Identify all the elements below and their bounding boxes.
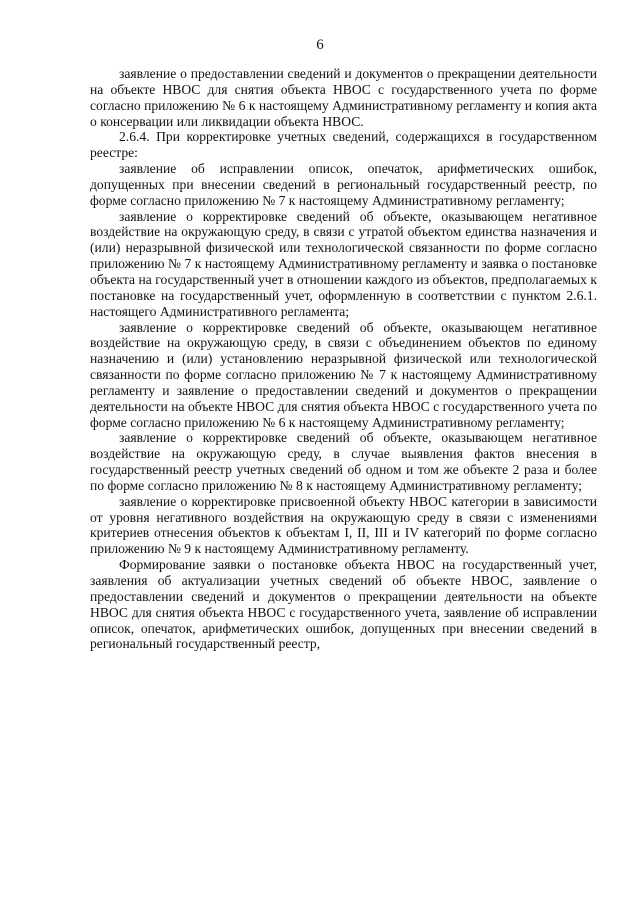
paragraph-typo-correction: заявление об исправлении описок, опечаток, арифметических ошибок, допущенных при внесении сведений в региональный государственный реестр, по форме согласно приложению № 7 к настоящему Административному регламенту; xyxy=(90,161,597,208)
document-body xyxy=(90,66,597,652)
paragraph-duplicate-entries: заявление о корректировке сведений об объекте, оказывающем негативное воздействие на окружающую среду, в случае выявления фактов внесения в государственный реестр учетных сведений об одном и том же объекте 2 раза и более по форме согласно приложению № 8 к настоящему Административному регламенту; xyxy=(90,430,597,493)
paragraph-unity-loss: заявление о корректировке сведений об объекте, оказывающем негативное воздействие на окружающую среду, в связи с утратой объектом единства назначения и (или) неразрывной физической или технологической связанности по форме согласно приложению № 7 к настоящему Административному регламенту и заявка о постановке объекта на государственный учет в отношении каждого из объектов, предполагаемых к постановке на государственный учет, оформленную в соответствии с пунктом 2.6.1. настоящего Административного регламента; xyxy=(90,208,597,319)
section-heading-2-6-4: 2.6.4. При корректировке учетных сведений, содержащихся в государственном реестре: xyxy=(90,129,597,161)
page-number: 6 xyxy=(316,37,324,53)
paragraph-decommission-application: заявление о предоставлении сведений и документов о прекращении деятельности на объекте НВОС для снятия объекта НВОС с государственного учета по форме согласно приложению № 6 к настоящему Административному регламенту и копия акта о консервации или ликвидации объекта НВОС. xyxy=(90,66,597,129)
paragraph-category-change: заявление о корректировке присвоенной объекту НВОС категории в зависимости от уровня негативного воздействия на окружающую среду в связи с изменениями критериев отнесения объектов к объектам I, II, III и IV категорий по форме согласно приложению № 9 к настоящему Административному регламенту. xyxy=(90,493,597,557)
paragraph-application-forming: Формирование заявки о постановке объекта НВОС на государственный учет, заявления об актуализации учетных сведений об объекте НВОС, заявление о предоставлении сведений и документов о прекращении деятельности на объекте НВОС для снятия объекта НВОС с государственного учета, заявление об исправлении описок, опечаток, арифметических ошибок, допущенных при внесении сведений в региональный государственный реестр, xyxy=(90,557,597,652)
paragraph-objects-merge: заявление о корректировке сведений об объекте, оказывающем негативное воздействие на окружающую среду, в связи с объединением объектов по единому назначению и (или) установлению неразрывной физической или технологической связанности по форме согласно приложению № 7 к настоящему Административному регламенту и заявление о предоставлении сведений и документов о прекращении деятельности на объекте НВОС для снятия объекта НВОС с государственного учета по форме согласно приложению № 6 к настоящему Административному регламенту; xyxy=(90,319,597,430)
